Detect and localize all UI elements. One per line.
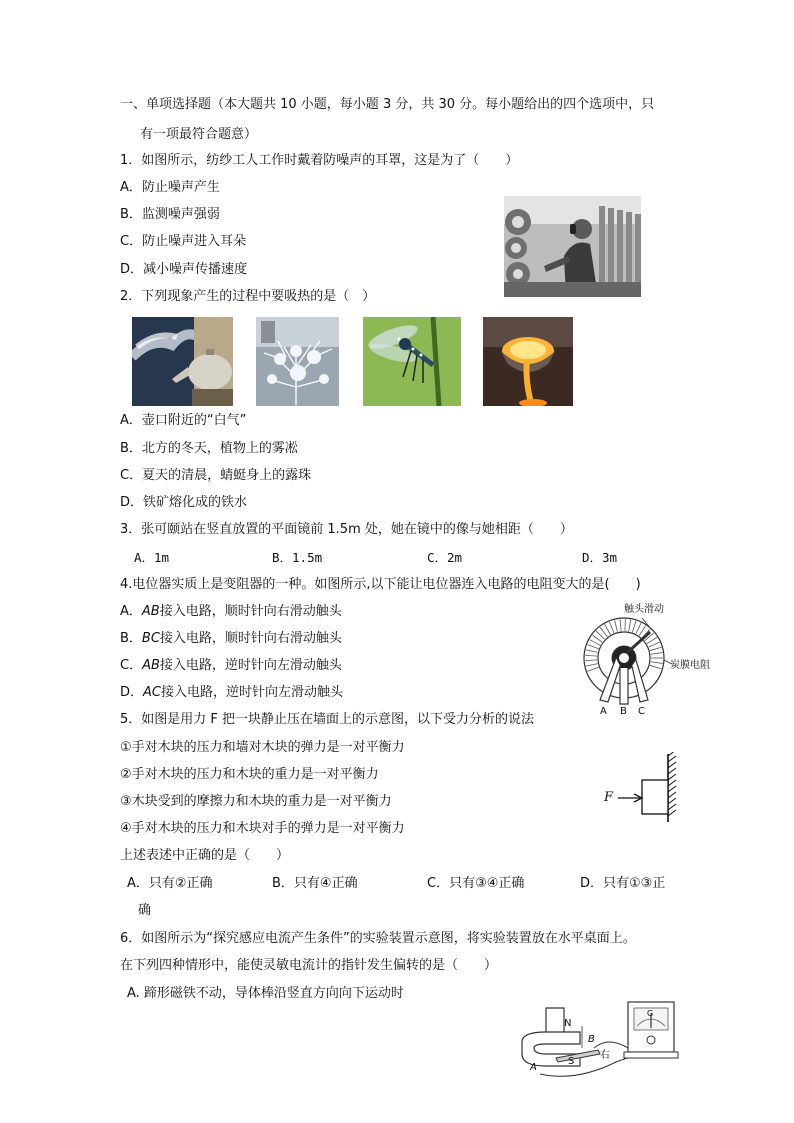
resistor-tick [651, 662, 663, 664]
q5-statement-2: ②手对木块的压力和木块的重力是一对平衡力 [120, 767, 379, 782]
resistor-tick [615, 620, 618, 632]
resistor-tick [596, 631, 605, 639]
resistor-tick [586, 650, 598, 652]
q1-option-a: A．防止噪声产生 [120, 180, 220, 195]
frost-plant-photo [256, 317, 339, 406]
q5-option-c: C．只有③④正确 [427, 876, 525, 891]
wall-hatch-line [668, 792, 676, 798]
wall-hatch-line [668, 768, 676, 774]
q2-option-b: B．北方的冬天，植物上的雾凇 [120, 441, 298, 456]
resistor-tick [585, 660, 597, 661]
resistor-tick [585, 655, 597, 656]
rod-end-a-label: A [530, 1062, 537, 1073]
q4-option-a-prefix: A． [120, 604, 142, 619]
resistor-tick [600, 627, 607, 636]
wall-hatch-line [668, 752, 676, 756]
q2-option-c: C．夏天的清晨，蜻蜓身上的露珠 [120, 468, 312, 483]
q3-option-b: B．1.5m [272, 550, 323, 565]
q1-option-b: B．监测噪声强弱 [120, 207, 220, 222]
q6-option-a: A. 蹄形磁铁不动，导体棒沿竖直方向向下运动时 [127, 986, 404, 1001]
section-heading: 一、单项选择题（本大题共 10 小题，每小题 3 分，共 30 分。每小题给出的四个选项中，只 [120, 97, 655, 112]
q5-option-b: B．只有④正确 [272, 876, 358, 891]
q4-option-c-terminals: AB [142, 658, 160, 673]
q1-stem: 1．如图所示，纺纱工人工作时戴着防噪声的耳罩，这是为了（ ） [120, 153, 519, 168]
resistor-tick [590, 640, 601, 646]
resistor-tick [632, 621, 636, 632]
q5-statement-4: ④手对木块的压力和木块对手的弹力是一对平衡力 [120, 821, 405, 836]
wall-hatch-line [668, 810, 676, 816]
q5-statement-1: ①手对木块的压力和墙对木块的弹力是一对平衡力 [120, 740, 405, 755]
molten-iron-photo [483, 317, 573, 406]
q4-option-a [120, 604, 342, 620]
q5-option-a: A．只有②正确 [127, 876, 213, 891]
induction-apparatus-diagram [516, 996, 684, 1082]
potentiometer-terminal-b: B [620, 706, 627, 717]
resistor-tick [587, 645, 598, 649]
kettle-steam-photo [132, 317, 233, 406]
q2-option-a: A．壶口附近的“白气” [120, 413, 247, 428]
resistor-tick [587, 667, 598, 671]
q3-option-c: C．2m [427, 550, 463, 565]
section-heading-cont: 有一项最符合题意） [140, 127, 258, 142]
resistor-tick [592, 635, 602, 642]
resistor-tick [636, 623, 641, 634]
force-f-label: F [604, 790, 614, 805]
q5-option-d: D．只有①③正 [580, 876, 666, 891]
wall-hatch-line [668, 786, 676, 792]
q3-stem: 3．张可颐站在竖直放置的平面镜前 1.5m 处，她在镜中的像与她相距（ ） [120, 522, 573, 537]
q6-stem-2: 在下列四种情形中，能使灵敏电流计的指针发生偏转的是（ ） [120, 958, 498, 973]
wall-hatch-line [668, 798, 676, 804]
resistor-tick [649, 642, 660, 647]
resistor-tick [605, 624, 611, 634]
resistor-tick [620, 619, 621, 631]
q2-option-d: D．铁矿熔化成的铁水 [120, 495, 248, 510]
wall-hatch-line [668, 762, 676, 768]
q5-option-d-cont: 确 [138, 903, 152, 918]
wall-hatch-line [668, 756, 676, 762]
block-wall-diagram [598, 752, 684, 824]
resistor-tick [639, 626, 646, 636]
q4-option-d-prefix: D． [120, 685, 144, 700]
q4-option-c-prefix: C． [120, 658, 143, 673]
q4-option-b-terminals: BC [141, 631, 160, 646]
potentiometer-diagram [580, 600, 720, 718]
q4-option-c [120, 658, 342, 674]
q5-ask: 上述表述中正确的是（ ） [120, 848, 290, 863]
resistor-tick [651, 653, 663, 655]
q2-stem: 2．下列现象产生的过程中要吸热的是（ ） [120, 289, 376, 304]
q4-option-a-text: 接入电路，顺时针向右滑动触头 [159, 604, 342, 619]
potentiometer-slider-label: 触头滑动 [624, 604, 664, 615]
q4-option-a-terminals: AB [141, 604, 160, 619]
q5-statement-3: ③木块受到的摩擦力和木块的重力是一对平衡力 [120, 794, 392, 809]
magnet-n-pole-label: N [564, 1018, 572, 1029]
resistor-tick [647, 637, 657, 643]
q4-option-d [120, 685, 343, 701]
wall-hatch-line [668, 780, 676, 786]
wall-hatch-line [668, 804, 676, 810]
q6-stem: 6．如图所示为“探究感应电流产生条件”的实验装置示意图，将实验装置放在水平桌面上。 [120, 931, 636, 946]
galvanometer-g-label: G [647, 1009, 654, 1018]
q4-option-b-text: 接入电路，顺时针向右滑动触头 [159, 631, 342, 646]
q4-option-b [120, 631, 342, 647]
potentiometer-resistor-label: 炭膜电阻 [670, 660, 710, 671]
textile-worker-photo [504, 196, 641, 297]
q4-option-b-prefix: B． [120, 631, 142, 646]
potentiometer-terminal-c: C [638, 706, 645, 717]
q4-option-c-text: 接入电路，逆时针向左滑动触头 [159, 658, 342, 673]
q1-option-d: D．减小噪声传播速度 [120, 262, 248, 277]
resistor-tick [609, 622, 613, 633]
magnet-s-pole-label: S [568, 1056, 575, 1067]
direction-right-label: 右 [600, 1050, 610, 1061]
q4-option-d-text: 接入电路，逆时针向左滑动触头 [161, 685, 344, 700]
dragonfly-dew-photo [363, 317, 461, 406]
q4-stem: 4.电位器实质上是变阻器的一种。如图所示,以下能让电位器连入电路的电阻变大的是( ) [120, 577, 641, 592]
q3-option-d: D．3m [582, 550, 618, 565]
resistor-tick [650, 647, 662, 650]
resistor-tick [629, 620, 631, 632]
q3-option-a: A．1m [134, 550, 170, 565]
q5-stem: 5．如图是用力 F 把一块静止压在墙面上的示意图，以下受力分析的说法 [120, 712, 535, 727]
wall-hatch-line [668, 774, 676, 780]
resistor-tick [650, 665, 662, 668]
q1-option-c: C．防止噪声进入耳朵 [120, 234, 247, 249]
potentiometer-terminal-a: A [600, 706, 607, 717]
resistor-tick [586, 664, 598, 666]
rod-end-b-label: B [588, 1034, 595, 1045]
q4-option-d-terminals: AC [143, 685, 161, 700]
